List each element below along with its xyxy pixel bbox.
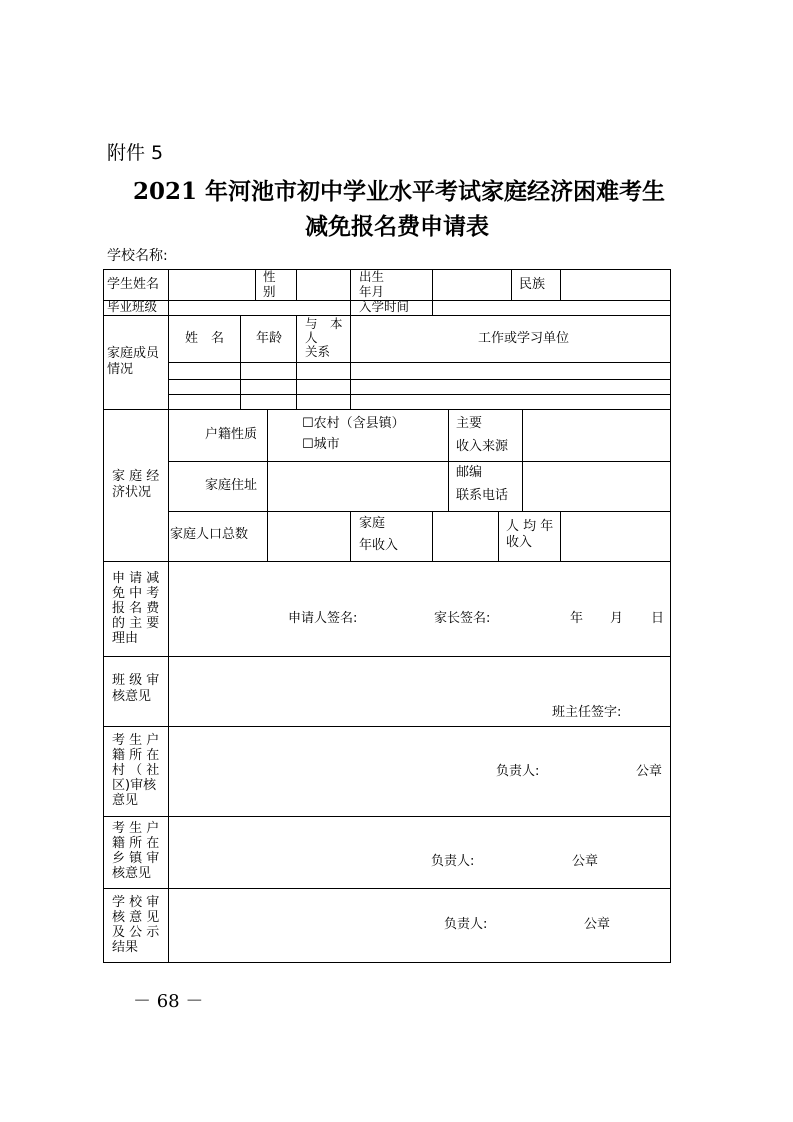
col-work-header: 工作或学习单位 — [478, 331, 570, 346]
income-source-label-2: 收入来源 — [456, 439, 509, 454]
year-label: 年 — [570, 611, 584, 626]
address-label: 家庭住址 — [205, 478, 258, 493]
class-review-label-line: 核意见 — [112, 689, 152, 704]
village-review-label-line: 考 生 户 — [112, 733, 160, 748]
town-review-label-line: 籍 所 在 — [112, 836, 160, 851]
urban-checkbox[interactable]: ☐城市 — [302, 437, 340, 452]
reason-label-line: 的 主 要 — [112, 616, 160, 631]
school-name-label: 学校名称: — [107, 248, 168, 264]
village-review-label-line: 籍 所 在 — [112, 748, 160, 763]
class-review-label-line: 班 级 审 — [112, 673, 160, 688]
town-review-label-line: 核意见 — [112, 866, 152, 881]
town-review-label-line: 考 生 户 — [112, 821, 160, 836]
col-name-header: 姓 名 — [185, 331, 225, 346]
parent-signature-label: 家长签名: — [434, 611, 491, 626]
village-review-label-line: 意见 — [112, 793, 139, 808]
applicant-signature-label: 申请人签名: — [288, 611, 358, 626]
class-label: 毕业班级 — [107, 299, 158, 314]
teacher-signature-label: 班主任签字: — [552, 705, 622, 720]
town-review-label-line: 乡 镇 审 — [112, 851, 160, 866]
col-relation-header-3: 关系 — [305, 344, 331, 359]
school-review-label-line: 结果 — [112, 940, 139, 955]
rural-checkbox[interactable]: ☐农村（含县镇） — [302, 416, 405, 431]
village-person-label: 负责人: — [496, 764, 540, 779]
per-capita-label-2: 收入 — [506, 535, 533, 550]
family-members-label-1: 家庭成员 — [107, 346, 160, 361]
family-economy-label-2: 济状况 — [112, 485, 152, 500]
enroll-time-label: 入学时间 — [359, 299, 410, 314]
school-review-label-line: 核 意 见 — [112, 910, 160, 925]
col-relation-header-2: 人 — [305, 330, 318, 345]
village-seal-label: 公章 — [636, 764, 663, 779]
phone-label: 联系电话 — [456, 488, 509, 503]
gender-label-top: 性 — [263, 269, 276, 284]
town-seal-label: 公章 — [572, 854, 599, 869]
birth-label-top: 出生 — [359, 269, 385, 284]
town-person-label: 负责人: — [431, 854, 475, 869]
reason-label-line: 理由 — [112, 631, 139, 646]
postcode-label: 邮编 — [456, 465, 483, 480]
school-review-label-line: 及 公 示 — [112, 925, 160, 940]
school-seal-label: 公章 — [584, 917, 611, 932]
family-members-label-2: 情况 — [107, 362, 134, 377]
student-name-label: 学生姓名 — [107, 277, 160, 292]
page-number: － 68 － — [133, 991, 204, 1012]
school-person-label: 负责人: — [444, 917, 488, 932]
annual-income-label-2: 年收入 — [359, 538, 399, 553]
reason-label-line: 申 请 减 — [112, 571, 160, 586]
village-review-label-line: 村 （ 社 — [112, 763, 160, 778]
col-relation-header-1: 与 本 — [305, 316, 343, 331]
reason-label-line: 免 中 考 — [112, 586, 160, 601]
population-label: 家庭人口总数 — [170, 527, 249, 542]
title-line-1: 2021 年河池市初中学业水平考试家庭经济困难考生 — [133, 178, 666, 205]
reason-label-line: 报 名 费 — [112, 601, 160, 616]
month-label: 月 — [610, 611, 624, 626]
ethnicity-label: 民族 — [519, 277, 546, 292]
hukou-label: 户籍性质 — [205, 427, 258, 442]
annex-label: 附件 5 — [107, 142, 164, 164]
per-capita-label-1: 人 均 年 — [506, 519, 554, 534]
income-source-label-1: 主要 — [456, 416, 483, 431]
annual-income-label-1: 家庭 — [359, 516, 386, 531]
title-line-2: 减免报名费申请表 — [305, 213, 489, 240]
village-review-label-line: 区)审核 — [112, 778, 157, 793]
birth-label-bottom: 年月 — [359, 284, 385, 299]
gender-label-bottom: 别 — [263, 284, 276, 299]
school-review-label-line: 学 校 审 — [112, 895, 160, 910]
day-label: 日 — [651, 611, 665, 626]
col-age-header: 年龄 — [256, 331, 283, 346]
family-economy-label-1: 家 庭 经 — [112, 469, 160, 484]
